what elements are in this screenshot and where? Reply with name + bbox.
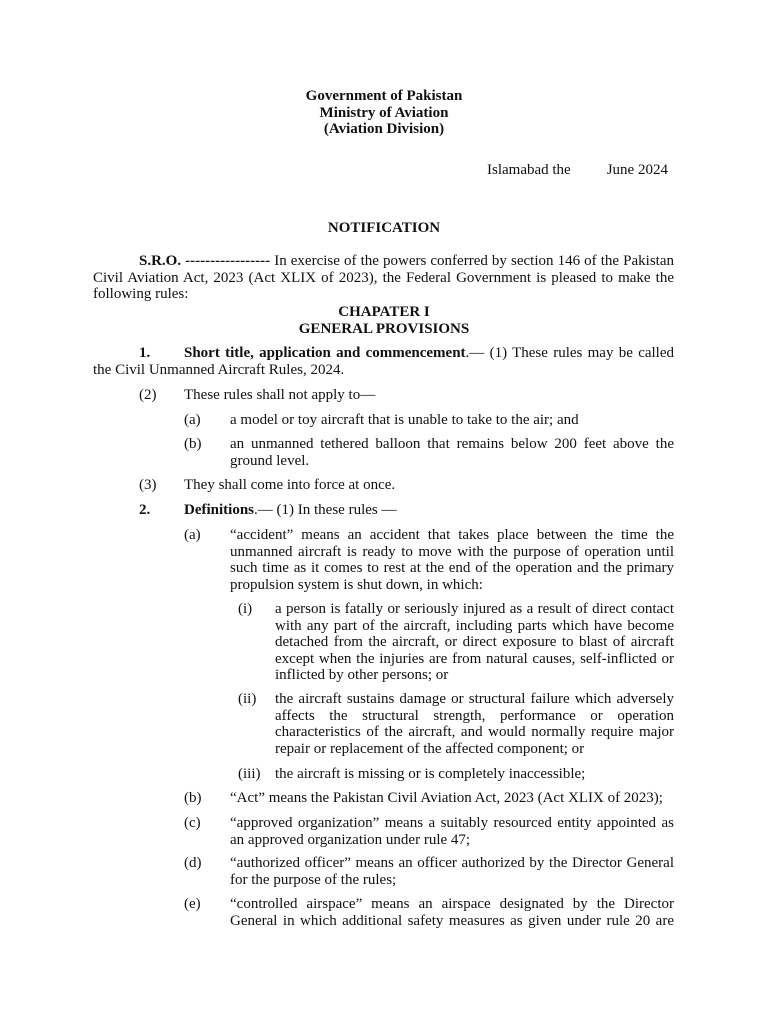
division-line: (Aviation Division) xyxy=(323,121,445,137)
definition-b-text: “Act” means the Pakistan Civil Aviation Act, 2023 (Act XLIX of 2023); xyxy=(230,790,663,806)
rule-1-text: .— (1) These rules may be called the Civil Unmanned Aircraft Rules, 2024. xyxy=(93,345,675,378)
accident-subitem-iii-number: (iii) xyxy=(238,766,261,782)
notification-title: NOTIFICATION xyxy=(327,220,441,236)
rule-2-heading: Definitions xyxy=(184,502,255,518)
sro-label: S.R.O. ----------------- xyxy=(139,253,271,269)
rule-1-sub2-item-b-number: (b) xyxy=(184,436,202,452)
definition-e-text: “controlled airspace” means an airspace designated by the Director General in which additional safety measures as given under rule 20 are xyxy=(230,896,674,929)
rule-1-sub2-text: These rules shall not apply to— xyxy=(184,387,376,403)
ministry-line: Ministry of Aviation xyxy=(319,104,449,121)
chapter-heading xyxy=(0,304,768,337)
rule-1-paragraph xyxy=(93,345,674,378)
definition-c-number: (c) xyxy=(184,815,201,831)
rule-1-number: 1. xyxy=(139,345,151,361)
accident-subitem-i-text: a person is fatally or seriously injured as a result of direct contact with any part of the aircraft, including parts which have become detached from the aircraft, or direct exposure to blast of aircraft except when the injuries are from natural causes, self-inflicted or inflicted by other persons; or xyxy=(275,601,674,683)
rule-2-number: 2. xyxy=(139,502,151,518)
rule-1-sub2-item-b-text: an unmanned tethered balloon that remains below 200 feet above the ground level. xyxy=(230,436,674,469)
rule-1-sub2-item-a-number: (a) xyxy=(184,412,201,428)
preamble-text: In exercise of the powers conferred by section 146 of the Pakistan Civil Aviation Act, 2023 (Act XLIX of 2023), the Federal Government is pleased to make the following rules: xyxy=(93,253,674,302)
definition-d-number: (d) xyxy=(184,855,202,871)
rule-2-heading-line xyxy=(139,502,396,519)
definition-c-text: “approved organization” means a suitably resourced entity appointed as an approved organization under rule 47; xyxy=(230,815,674,848)
accident-subitem-iii-text: the aircraft is missing or is completely inaccessible; xyxy=(275,766,586,782)
rule-1-sub3-text: They shall come into force at once. xyxy=(184,477,396,493)
definition-a-text: “accident” means an accident that takes place between the time the unmanned aircraft is ready to move with the purpose of operation until such time as it comes to rest at the end of the operation and the primary propulsion system is shut down, in which: xyxy=(230,527,674,593)
chapter-number: CHAPATER I xyxy=(338,304,430,320)
definition-a-number: (a) xyxy=(184,527,201,543)
rule-1-sub3-number: (3) xyxy=(139,477,157,493)
dateline-place: Islamabad the xyxy=(487,162,571,178)
definition-d-text: “authorized officer” means an officer authorized by the Director General for the purpose of the rules; xyxy=(230,855,674,888)
definition-b-number: (b) xyxy=(184,790,202,806)
rule-2-text: .— (1) In these rules — xyxy=(254,502,397,518)
preamble-paragraph xyxy=(93,253,674,303)
rule-1-sub2-number: (2) xyxy=(139,387,157,403)
chapter-title: GENERAL PROVISIONS xyxy=(298,320,470,337)
accident-subitem-i-number: (i) xyxy=(238,601,253,617)
dateline-date: June 2024 xyxy=(606,162,668,178)
rule-1-sub2-item-a-text: a model or toy aircraft that is unable to take to the air; and xyxy=(230,412,579,428)
dateline xyxy=(487,162,668,179)
document-header xyxy=(0,88,768,138)
definition-e-number: (e) xyxy=(184,896,201,912)
government-line: Government of Pakistan xyxy=(305,88,463,104)
rule-1-heading: Short title, application and commencement xyxy=(184,345,466,361)
accident-subitem-ii-number: (ii) xyxy=(238,691,257,707)
accident-subitem-ii-text: the aircraft sustains damage or structural failure which adversely affects the structural strength, performance or operation characteristics of the aircraft, and would normally require major repair or replacement of the affected component; or xyxy=(275,691,674,757)
